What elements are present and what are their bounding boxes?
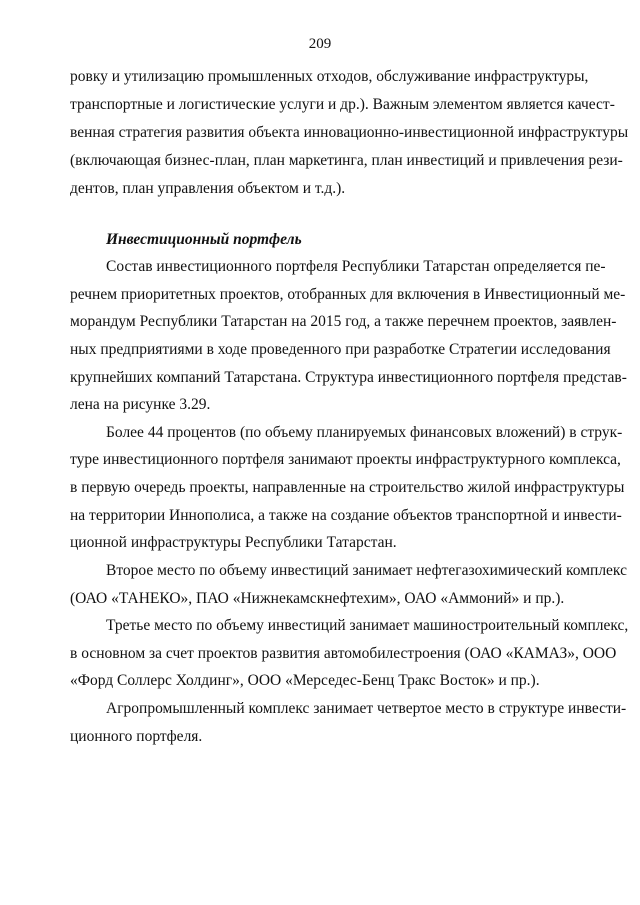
text-line: (включающая бизнес-план, план маркетинга, план инвестиций и привлечения рези- (70, 152, 623, 169)
text-line: на территории Иннополиса, а также на создание объектов транспортной и инвести- (70, 507, 622, 524)
text-line: дентов, план управления объектом и т.д.). (70, 180, 346, 197)
text-line: венная стратегия развития объекта инновационно-инвестиционной инфраструктуры (70, 124, 629, 141)
text-line: речнем приоритетных проектов, отобранных для включения в Инвестиционный ме- (70, 286, 626, 303)
text-line: Состав инвестиционного портфеля Республики Татарстан определяется пе- (106, 258, 606, 275)
text-line: в первую очередь проекты, направленные на строительство жилой инфраструктуры (70, 479, 625, 496)
text-line: в основном за счет проектов развития автомобилестроения (ОАО «КАМАЗ», ООО (70, 645, 617, 662)
text-line: туре инвестиционного портфеля занимают проекты инфраструктурного комплекса, (70, 451, 621, 468)
text-line: лена на рисунке 3.29. (70, 396, 211, 413)
text-line: морандум Республики Татарстан на 2015 год, а также перечнем проектов, заявлен- (70, 313, 617, 330)
text-line: ных предприятиями в ходе проведенного при разработке Стратегии исследования (70, 341, 611, 358)
text-line: Агропромышленный комплекс занимает четвертое место в структуре инвести- (106, 700, 627, 717)
text-line: ционной инфраструктуры Республики Татарстан. (70, 534, 397, 551)
section-heading: Инвестиционный портфель (106, 231, 302, 248)
text-line: Более 44 процентов (по объему планируемых финансовых вложений) в струк- (106, 424, 623, 441)
text-line: транспортные и логистические услуги и др.). Важным элементом является качест- (70, 96, 615, 113)
text-line: ровку и утилизацию промышленных отходов, обслуживание инфраструктуры, (70, 68, 589, 85)
text-line: «Форд Соллерс Холдинг», ООО «Мерседес-Бенц Тракс Восток» и пр.). (70, 672, 540, 689)
text-line: крупнейших компаний Татарстана. Структура инвестиционного портфеля представ- (70, 369, 627, 386)
text-line: ционного портфеля. (70, 728, 203, 745)
text-line: (ОАО «ТАНЕКО», ПАО «Нижнекамскнефтехим», ОАО «Аммоний» и пр.). (70, 590, 565, 607)
text-line: Третье место по объему инвестиций занимает машиностроительный комплекс, (106, 617, 629, 634)
page-number: 209 (308, 36, 332, 52)
text-line: Второе место по объему инвестиций занимает нефтегазохимический комплекс (106, 562, 627, 579)
